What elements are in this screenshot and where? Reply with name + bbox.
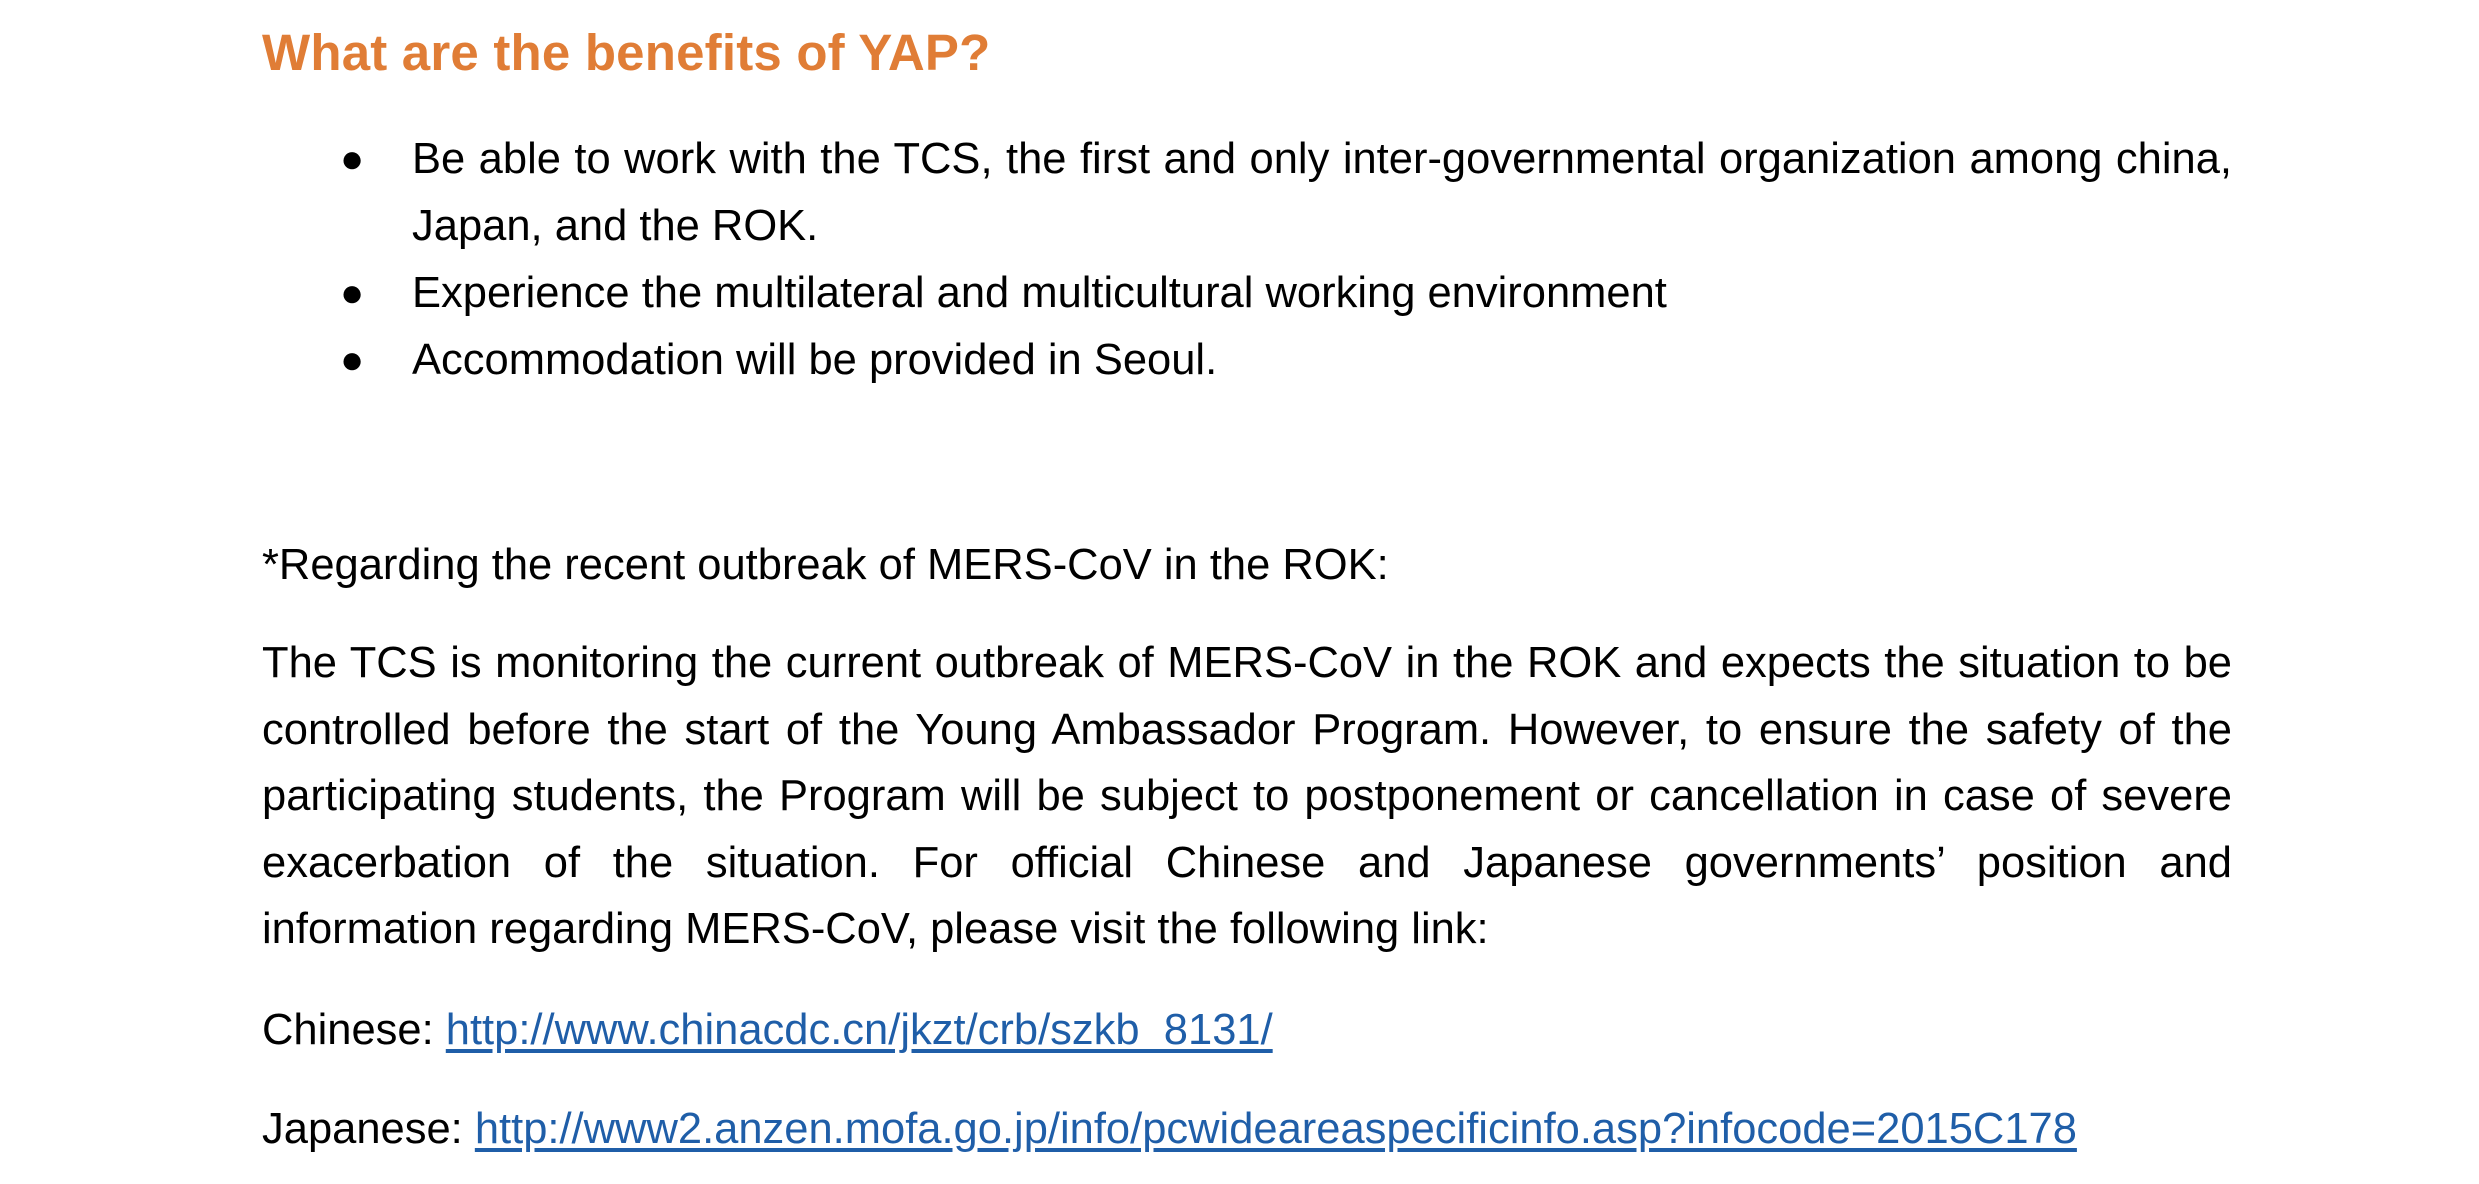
note-body: The TCS is monitoring the current outbreak of MERS-CoV in the ROK and expects the situation to be controlled before the start of the Young Ambassador Program. However, to ensure the safety of the participating students, the Program will be subject to postponement or cancellation in case of severe exacerbation of the situation. For official Chinese and Japanese governments’ position and information regarding MERS-CoV, please visit the following link:	[262, 639, 2232, 953]
list-item	[262, 327, 2232, 394]
chinese-link-label: Chinese:	[262, 1006, 446, 1054]
bullet-icon: ●	[340, 338, 365, 382]
bullet-icon: ●	[340, 137, 365, 181]
list-item	[262, 260, 2232, 327]
japanese-link-line	[262, 1096, 2232, 1163]
japanese-link-label: Japanese:	[262, 1105, 475, 1153]
list-item-text: Be able to work with the TCS, the first and only inter-governmental organization among china, Japan, and the ROK.	[412, 135, 2232, 250]
list-item	[262, 126, 2232, 260]
list-item-text: Accommodation will be provided in Seoul.	[412, 336, 1218, 384]
japanese-link[interactable]: http://www2.anzen.mofa.go.jp/info/pcwideareaspecificinfo.asp?infocode=2015C178	[474, 1105, 2077, 1153]
note-title: *Regarding the recent outbreak of MERS-CoV in the ROK:	[262, 541, 1389, 589]
chinese-link-line	[262, 997, 2232, 1064]
benefits-list	[262, 126, 2232, 394]
section-heading: What are the benefits of YAP?	[262, 24, 991, 81]
bullet-icon: ●	[340, 271, 365, 315]
chinese-link[interactable]: http://www.chinacdc.cn/jkzt/crb/szkb_8131/	[445, 1006, 1273, 1054]
list-item-text: Experience the multilateral and multicultural working environment	[412, 269, 1667, 317]
